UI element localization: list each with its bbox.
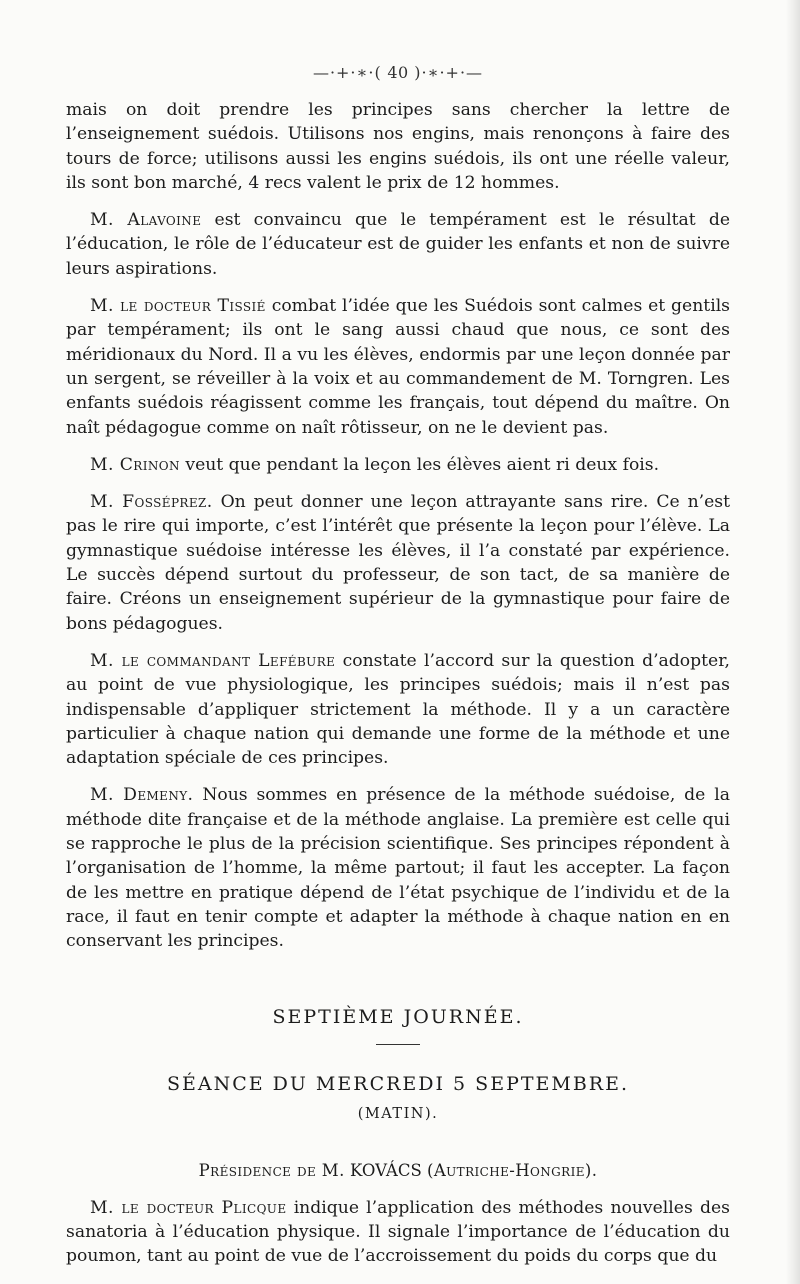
paragraph-text: constate l’accord sur la question d’adopter, au point de vue physiologique, les principes suédois; mais il n’est pas indispensable d’appliquer strictement la méthode. Il y a un caractère particulier à chaque nation qui demande une forme de la méthode et une adaptation spéciale de ces principes. (66, 650, 731, 769)
speaker-name: M. le docteur Plicque (90, 1197, 287, 1218)
session-title: SÉANCE DU MERCREDI 5 SEPTEMBRE. (166, 1072, 630, 1095)
header-ornament-right: )·∗·+·— (414, 63, 484, 82)
page-edge-shadow (786, 0, 800, 1284)
paragraph-demeny (66, 783, 730, 953)
presidency-country: (Autriche-Hongrie). (427, 1160, 598, 1180)
section-divider (376, 1044, 420, 1045)
paragraph-text: mais on doit prendre les principes sans chercher la lettre de l’enseignement suédois. Utilisons nos engins, mais renonçons à faire des tours de force; utilisons aussi les engins suédois, ils ont une réelle valeur, ils sont bon marché, 4 recs valent le prix de 12 hommes. (66, 100, 730, 193)
speaker-name: M. le commandant Lefébure (90, 650, 336, 671)
paragraph-text: veut que pendant la leçon les élèves aient ri deux fois. (185, 454, 660, 475)
paragraph-text: Nous sommes en présence de la méthode suédoise, de la méthode dite française et de la méthode anglaise. La première est celle qui se rapproche le plus de la précision scientifique. Ses principes répondent à l’organisation de l’homme, la même partout; il faut les accepter. La façon de les mettre en pratique dépend de l’état psychique de l’individu et de la race, il faut en tenir compte et adapter la méthode à chaque nation en en conservant les principes. (66, 785, 730, 952)
presidency-name: KOVÁCS (349, 1160, 422, 1180)
paragraph-crinon (66, 453, 730, 477)
speaker-name: M. Crinon (90, 454, 180, 475)
speaker-name: M. Demeny. (90, 785, 194, 806)
paragraph-tissie (66, 294, 730, 440)
paragraph-lefebure (66, 649, 730, 770)
paragraph-text: On peut donner une leçon attrayante sans rire. Ce n’est pas le rire qui importe, c’est l’intérêt que présente la leçon pour l’élève. La gymnastique suédoise intéresse les élèves, il l’a constaté par expérience. Le succès dépend surtout du professeur, de son tact, de sa manière de faire. Créons un enseignement supérieur de la gymnastique pour faire de bons pédagogues. (66, 492, 731, 634)
paragraph-continuation (66, 98, 730, 195)
paragraph-text: indique l’application des méthodes nouvelles des sanatoria à l’éducation physique. Il signale l’importance de l’éducation du poumon, tant au point de vue de l’accroissement du poids du corps que du (66, 1197, 730, 1267)
speaker-name: M. le docteur Tissié (90, 296, 266, 317)
session-subtitle: (MATIN). (357, 1105, 439, 1122)
running-header (66, 62, 730, 84)
paragraph-text: est convaincu que le tempérament est le résultat de l’éducation, le rôle de l’éducateur est de guider les enfants et non de suivre leurs aspirations. (66, 210, 730, 279)
paragraph-plicque (66, 1196, 730, 1269)
speaker-name: M. Fosséprez. (90, 492, 213, 513)
day-title: SEPTIÈME JOURNÉE. (272, 1005, 524, 1028)
page-number: 40 (387, 63, 409, 82)
presidency-line (66, 1159, 730, 1183)
header-ornament-left: —·+·∗·( (312, 63, 382, 82)
presidency-label: Présidence de M. (198, 1160, 345, 1180)
speaker-name: M. Alavoine (90, 210, 202, 231)
paragraph-fosseprez (66, 490, 730, 636)
paragraph-text: combat l’idée que les Suédois sont calmes et gentils par tempérament; ils ont le sang aussi chaud que nous, ce sont des méridionaux du Nord. Il a vu les élèves, endormis par une leçon donnée par un sergent, se réveiller à la voix et au commandement de M. Torngren. Les enfants suédois réagissent comme les français, tout dépend du maître. On naît pédagogue comme on naît rôtisseur, on ne le devient pas. (66, 296, 731, 438)
paragraph-alavoine (66, 208, 730, 281)
